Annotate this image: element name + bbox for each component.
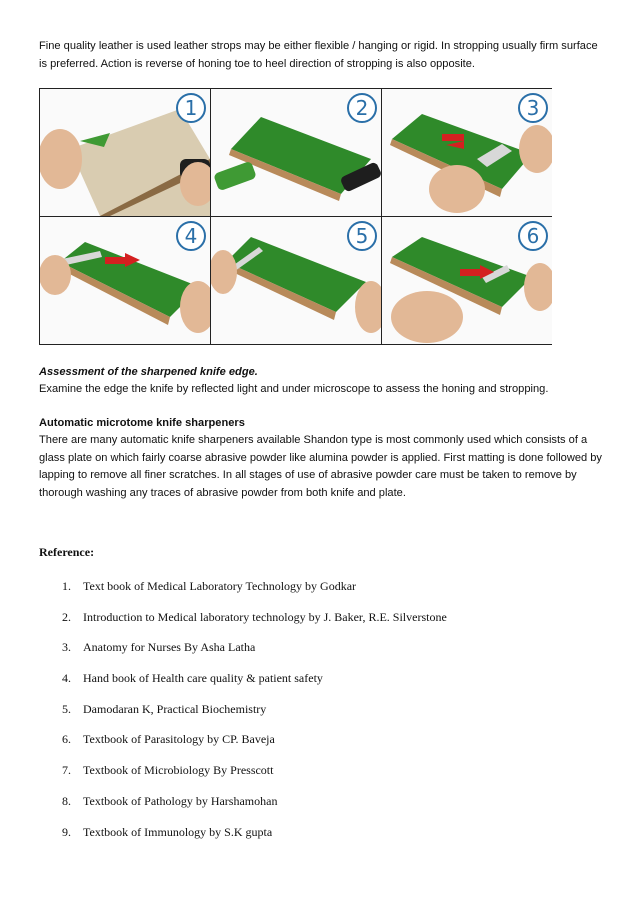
step-panel-6 (382, 217, 552, 344)
step-number-3: 3 (518, 93, 548, 123)
step-panel-2 (211, 89, 381, 216)
step-panel-4 (40, 217, 210, 344)
reference-item (39, 694, 447, 725)
step-panel-5 (211, 217, 381, 344)
reference-text: Textbook of Immunology by S.K gupta (83, 824, 273, 839)
reference-number: 7. (62, 763, 71, 778)
reference-title: Reference: (39, 545, 95, 559)
reference-number: 9. (62, 824, 71, 839)
automatic-sharpeners-paragraph: There are many automatic knife sharpeners available Shandon type is most commonly used which consists of a glass plate on which fairly coarse abrasive powder like alumina powder is applied. First matting is done followed by lapping to remove all finer scratches. In all stages of use of abrasive powder care must be taken to remove by thorough washing any traces of abrasive powder from both knife and plate. (39, 434, 602, 499)
reference-item (39, 663, 447, 694)
reference-text: Text book of Medical Laboratory Technology by Godkar (83, 579, 357, 593)
intro-paragraph: Fine quality leather is used leather strops may be either flexible / hanging or rigid. In stropping usually firm surface is preferred. Action is reverse of honing toe to heel direction of stropping is also opposite. (39, 40, 598, 70)
reference-number: 1. (62, 579, 71, 593)
step-panel-1 (40, 89, 210, 216)
reference-text: Introduction to Medical laboratory technology by J. Baker, R.E. Silverstone (83, 609, 447, 624)
reference-text: Damodaran K, Practical Biochemistry (83, 701, 267, 716)
reference-item (39, 602, 447, 633)
assessment-heading: Assessment of the sharpened knife edge. (39, 366, 258, 378)
reference-text: Anatomy for Nurses By Asha Latha (83, 640, 256, 655)
reference-text: Hand book of Health care quality & patient safety (83, 671, 323, 686)
step-number-2: 2 (347, 93, 377, 123)
reference-item (39, 817, 447, 848)
stropping-steps-figure (39, 88, 552, 345)
reference-item (39, 632, 447, 663)
reference-number: 6. (62, 732, 71, 747)
reference-number: 5. (62, 701, 71, 716)
reference-list (39, 571, 447, 847)
assessment-paragraph: Examine the edge the knife by reflected light and under microscope to assess the honing and stropping. (39, 383, 549, 395)
step-number-5: 5 (347, 221, 377, 251)
reference-text: Textbook of Microbiology By Presscott (83, 763, 274, 778)
reference-item (39, 724, 447, 755)
reference-item (39, 786, 447, 817)
reference-number: 2. (62, 609, 71, 624)
reference-text: Textbook of Parasitology by CP. Baveja (83, 732, 275, 747)
reference-item (39, 571, 447, 602)
reference-number: 4. (62, 671, 71, 686)
reference-number: 3. (62, 640, 71, 655)
step-number-1: 1 (176, 93, 206, 123)
step-number-6: 6 (518, 221, 548, 251)
reference-number: 8. (62, 793, 71, 808)
step-number-4: 4 (176, 221, 206, 251)
reference-text: Textbook of Pathology by Harshamohan (83, 793, 278, 808)
reference-item (39, 755, 447, 786)
automatic-sharpeners-heading: Automatic microtome knife sharpeners (39, 417, 245, 429)
step-panel-3 (382, 89, 552, 216)
